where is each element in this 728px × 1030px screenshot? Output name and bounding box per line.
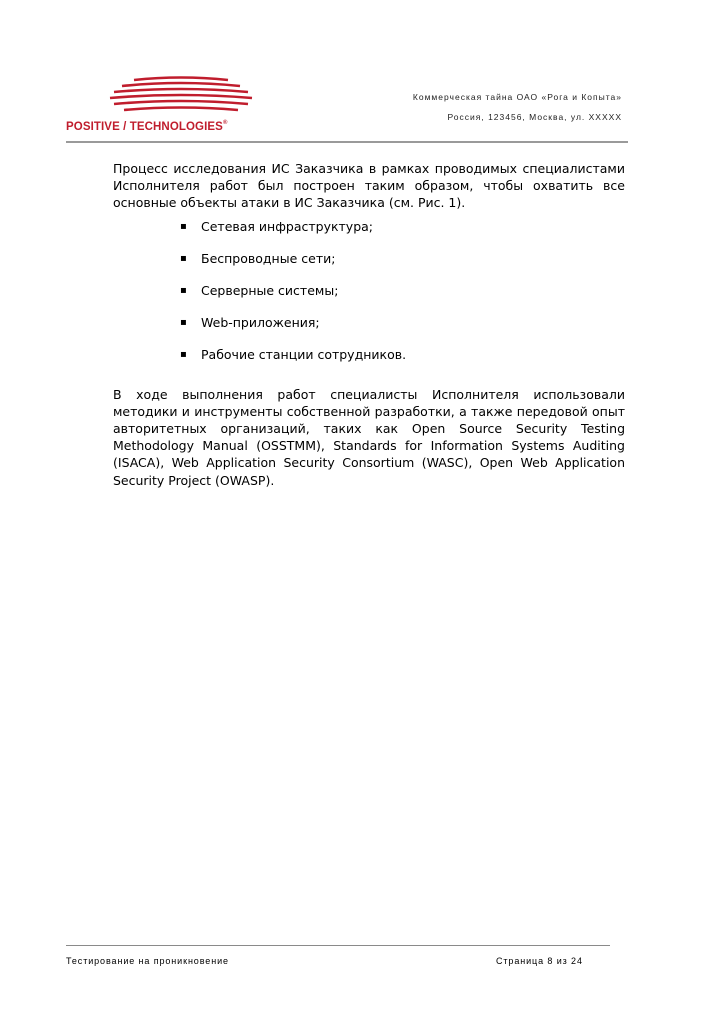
logo-stripes-graphic (106, 76, 256, 116)
bullet-icon: ▪ (180, 316, 187, 328)
list-item (113, 250, 625, 282)
company-address: Россия, 123456, Москва, ул. XXXXX (447, 112, 622, 122)
list-item-text: Web-приложения; (201, 314, 320, 330)
list-item (113, 346, 625, 378)
footer-document-title: Тестирование на проникновение (66, 956, 229, 966)
company-logo (66, 76, 246, 138)
registered-mark: ® (222, 120, 228, 126)
list-item-text: Беспроводные сети; (201, 250, 336, 266)
list-item-text: Сетевая инфраструктура; (201, 218, 374, 234)
footer-page-number: Страница 8 из 24 (496, 956, 583, 966)
bullet-icon: ▪ (180, 348, 187, 360)
confidential-notice: Коммерческая тайна ОАО «Рога и Копыта» (412, 92, 622, 102)
list-item (113, 314, 625, 346)
list-item-text: Серверные системы; (201, 282, 339, 298)
methodology-paragraph: В ходе выполнения работ специалисты Исполнителя использовали методики и инструменты собственной разработки, а также передовой опыт авторитетных организаций, таких как Open Source Security Testing Methodology Manual (OSSTMM), Standards for Information Systems Auditing (ISACA), Web Application Security Consortium (WASC), Open Web Application Security Project (OWASP). (113, 386, 625, 488)
intro-paragraph: Процесс исследования ИС Заказчика в рамках проводимых специалистами Исполнителя работ был построен таким образом, чтобы охватить все основные объекты атаки в ИС Заказчика (см. Рис. 1). (113, 161, 625, 211)
list-item-text: Рабочие станции сотрудников. (201, 346, 407, 362)
bullet-icon: ▪ (180, 220, 187, 232)
document-body (113, 160, 625, 489)
footer-divider (66, 945, 610, 946)
bullet-icon: ▪ (180, 252, 187, 264)
bullet-icon: ▪ (180, 284, 187, 296)
list-item (113, 218, 625, 250)
logo-wordmark (66, 120, 227, 133)
header-divider (66, 141, 628, 143)
header-info (413, 87, 622, 127)
logo-text: POSITIVE / TECHNOLOGIES (66, 121, 223, 133)
attack-targets-list (113, 218, 625, 378)
list-item (113, 282, 625, 314)
